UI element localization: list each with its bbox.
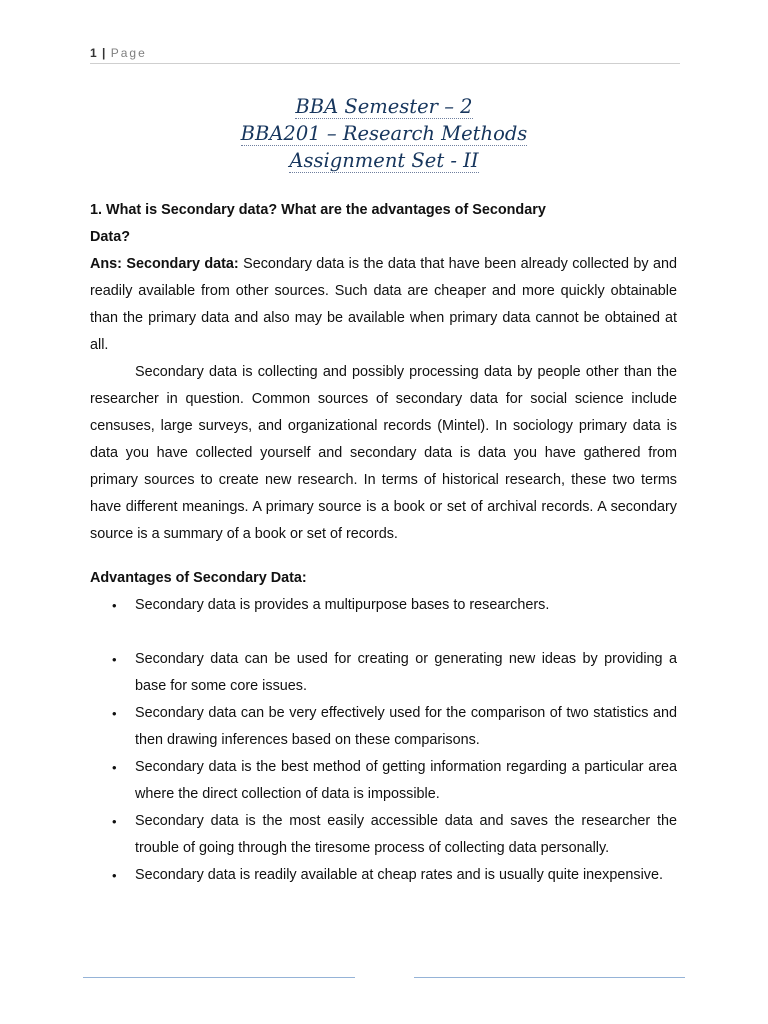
list-item [90,592,677,619]
document-title [0,93,768,174]
question-line-2: Data? [90,229,130,245]
list-item-text: Secondary data can be very effectively used for the comparison of two statistics and then drawing inferences based on these comparisons. [135,705,677,748]
list-item-text: Secondary data can be used for creating or generating new ideas by providing a base for some core issues. [135,651,677,694]
bullet-icon: • [112,814,117,829]
bullet-icon: • [112,706,117,721]
title-line-assignment: Assignment Set - II [289,149,479,172]
title-line-course: BBA201 – Research Methods [240,122,528,145]
advantages-heading: Advantages of Secondary Data: [90,570,307,586]
list-item-text: Secondary data is the best method of getting information regarding a particular area where the direct collection of data is impossible. [135,759,677,802]
document-body [90,197,677,889]
list-item-text: Secondary data is readily available at cheap rates and is usually quite inexpensive. [135,867,663,883]
question-line-1: 1. What is Secondary data? What are the advantages of Secondary [90,202,546,218]
answer-label: Ans: Secondary data: [90,256,239,272]
page-label: Page [110,46,147,60]
bullet-icon: • [112,598,117,613]
footer-divider-left [83,977,355,978]
title-line-semester: BBA Semester – 2 [295,95,473,118]
bullet-icon: • [112,652,117,667]
page-number: 1 [90,46,97,60]
paragraph-gap [90,548,677,565]
bullet-icon: • [112,868,117,883]
answer-paragraph-1 [90,251,677,359]
list-item [90,700,677,754]
answer-paragraph-2: Secondary data is collecting and possibly processing data by people other than the researcher in question. Common sources of secondary data for social science include censuses, large surveys, and organizational records (Mintel). In sociology primary data is data you have collected yourself and secondary data is data you have gathered from primary sources to create new research. In terms of historical research, these two terms have different meanings. A primary source is a book or set of archival records. A secondary source is a summary of a book or set of records. [90,364,677,542]
list-item [90,862,677,889]
advantages-list [90,592,677,889]
header-separator: | [102,46,106,60]
list-item [90,808,677,862]
page-header [90,46,680,64]
answer-text-1: Secondary data is the data that have been already collected by and readily available from other sources. Such data are cheaper and more quickly obtainable than the primary data and also may be available when primary data cannot be obtained at all. [90,256,677,353]
bullet-icon: • [112,760,117,775]
list-item-text: Secondary data is the most easily accessible data and saves the researcher the trouble of going through the tiresome process of collecting data personally. [135,813,677,856]
list-item-text: Secondary data is provides a multipurpose bases to researchers. [135,597,550,613]
footer-divider-right [414,977,685,978]
list-item [90,646,677,700]
list-item [90,754,677,808]
